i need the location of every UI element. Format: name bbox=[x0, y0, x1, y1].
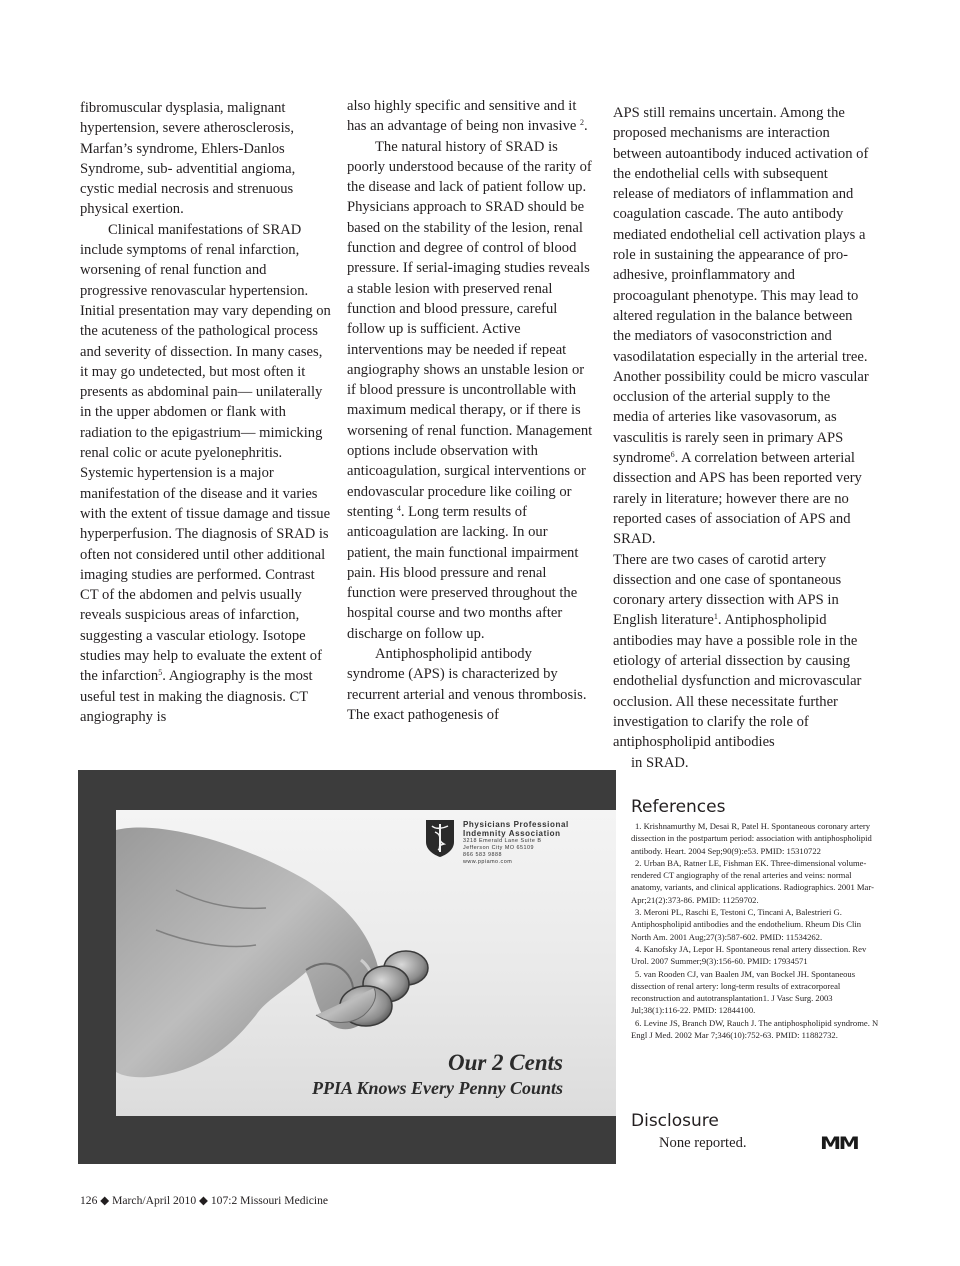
reference-item: 4. Kanofsky JA, Lepor H. Spontaneous renal artery dissection. Rev Urol. 2007 Summer;9(3):156-60. PMID: 17934571 bbox=[631, 943, 867, 967]
missouri-medicine-logo: MM bbox=[820, 1134, 858, 1154]
paragraph: There are two cases of carotid artery dissection and one case of spontaneous coronary artery dissection with APS in English literature$^1$. Antiphospholipid antibodies may have a possible role in the etiology of arterial dissection by causing endothelial dysfunction and microvascular occlusion. All these necessitate further investigation to clarify the role of antiphospholipid antibodies bbox=[613, 551, 862, 751]
ppia-address: 3218 Emerald Lane Suite B Jefferson City MO 65109 866 583 9888 www.ppiamo.com bbox=[463, 838, 542, 865]
paragraph: fibromuscular dysplasia, malignant hypertension, severe atherosclerosis, Marfan’s syndrome, Ehlers-Danlos Syndrome, sub- adventitial angioma, cystic medial necrosis and strenuous physical exertion. bbox=[80, 100, 296, 218]
article-column-2 bbox=[347, 96, 593, 725]
paragraph: The natural history of SRAD is poorly understood because of the rarity of the disease and lack of patient follow up. Physicians approach to SRAD should be based on the stability of the lesion, renal function and degree of control of blood pressure. If serial-imaging studies reveals a stable lesion with preserved renal function and blood pressure, careful follow up is sufficient. Active interventions may be needed if repeat angiography shows an unstable lesion or if blood pressure is uncontrollable with maximum medical therapy, or if there is worsening of renal function. Management options include observation with anticoagulation, surgical interventions or endovascular procedure like coiling or stenting $^4$. Long term results of anticoagulation are lacking. In our patient, the main functional impairment pain. His blood pressure and renal function were preserved throughout the hospital course and two months after discharge on follow up. bbox=[347, 138, 593, 642]
ad-tagline: PPIA Knows Every Penny Counts bbox=[311, 1078, 563, 1098]
paragraph: Antiphospholipid antibody syndrome (APS) is characterized by recurrent arterial and venous thrombosis. The exact pathogenesis of bbox=[347, 646, 587, 723]
reference-item: 1. Krishnamurthy M, Desai R, Patel H. Spontaneous coronary artery dissection in the postpartum period: association with antiphospholipid antibody. Heart. 2004 Sep;90(9):e53. PMID: 15310722 bbox=[631, 821, 872, 856]
reference-item: 5. van Rooden CJ, van Baalen JM, van Bockel JH. Spontaneous dissection of renal artery: long-term results of extracorporeal reconstruction and autotransplantation1. J Vasc Surg. 2003 Jul;38(1):116-22. PMID: 12844100. bbox=[631, 968, 856, 1016]
paragraph: APS still remains uncertain. Among the proposed mechanisms are interaction between autoantibody induced activation of the endothelial cells with subsequent release of mediators of inflammation and coagulation cascade. The auto antibody mediated endothelial cell activation plays a role in sustaining the appearance of pro-adhesive, proinflammatory and procoagulant phenotype. This may lead to altered regulation in the balance between the mediators of vasoconstriction and vasodilatation especially in the arterial tree. Another possibility could be micro vascular occlusion of the arterial supply to the media of arteries like vasovasorum, as vasculitis is rarely seen in primary APS syndrome$^6$. A correlation between arterial dissection and APS has been reported very rarely in literature; however there are no reported cases of association of APS and SRAD. bbox=[613, 105, 869, 548]
article-column-3 bbox=[613, 103, 869, 773]
ppia-name: Physicians Professional Indemnity Association bbox=[463, 820, 569, 838]
ad-photo-panel bbox=[116, 810, 616, 1116]
reference-item: 6. Levine JS, Branch DW, Rauch J. The antiphospholipid syndrome. N Engl J Med. 2002 Mar 7;346(10):752-63. PMID: 11882732. bbox=[631, 1017, 879, 1041]
page-footer: 126 ◆ March/April 2010 ◆ 107:2 Missouri Medicine bbox=[80, 1194, 329, 1207]
reference-item: 3. Meroni PL, Raschi E, Testoni C, Tincani A, Balestrieri G. Antiphospholipid antibodies and the endothelium. Rheum Dis Clin North Am. 2001 Aug;27(3):587-602. PMID: 11534262. bbox=[631, 907, 862, 942]
article-column-1 bbox=[80, 98, 332, 727]
disclosure-text: None reported. bbox=[659, 1135, 747, 1151]
references-list bbox=[631, 820, 881, 1041]
paragraph: also highly specific and sensitive and it has an advantage of being non invasive $^2$. bbox=[347, 98, 588, 135]
paragraph: in SRAD. bbox=[631, 754, 689, 771]
ppia-caduceus-logo bbox=[424, 818, 456, 858]
ad-headline: Our 2 Cents bbox=[447, 1050, 563, 1075]
disclosure-heading: Disclosure bbox=[631, 1111, 719, 1131]
reference-item: 2. Urban BA, Ratner LE, Fishman EK. Three-dimensional volume-rendered CT angiography of the renal arteries and veins: normal anatomy, variants, and clinical applications. Radiographics. 2001 Mar-Apr;21(2):373-86. PMID: 11259702. bbox=[631, 857, 874, 905]
ppia-contact-block bbox=[463, 820, 603, 866]
references-heading: References bbox=[631, 797, 726, 817]
advertisement bbox=[78, 770, 616, 1164]
paragraph: Clinical manifestations of SRAD include symptoms of renal infarction, worsening of renal function and progressive renovascular hypertension. Initial presentation may vary depending on the acuteness of the pathological process and severity of dissection. In many cases, it may go undetected, but most often it presents as abdominal pain— unilaterally in the upper abdomen or flank with radiation to the epigastrium— mimicking renal colic or acute pyelonephritis. Systemic hypertension is a major manifestation of the disease and it varies with the extent of tissue damage and tissue hyperperfusion. The diagnosis of SRAD is often not considered until other additional imaging studies are performed. Contrast CT of the abdomen and pelvis usually reveals suspicious areas of infarction, suggesting a vascular etiology. Isotope studies may help to evaluate the extent of the infarction$^5$. Angiography is the most useful test in making the diagnosis. CT angiography is bbox=[80, 221, 331, 725]
